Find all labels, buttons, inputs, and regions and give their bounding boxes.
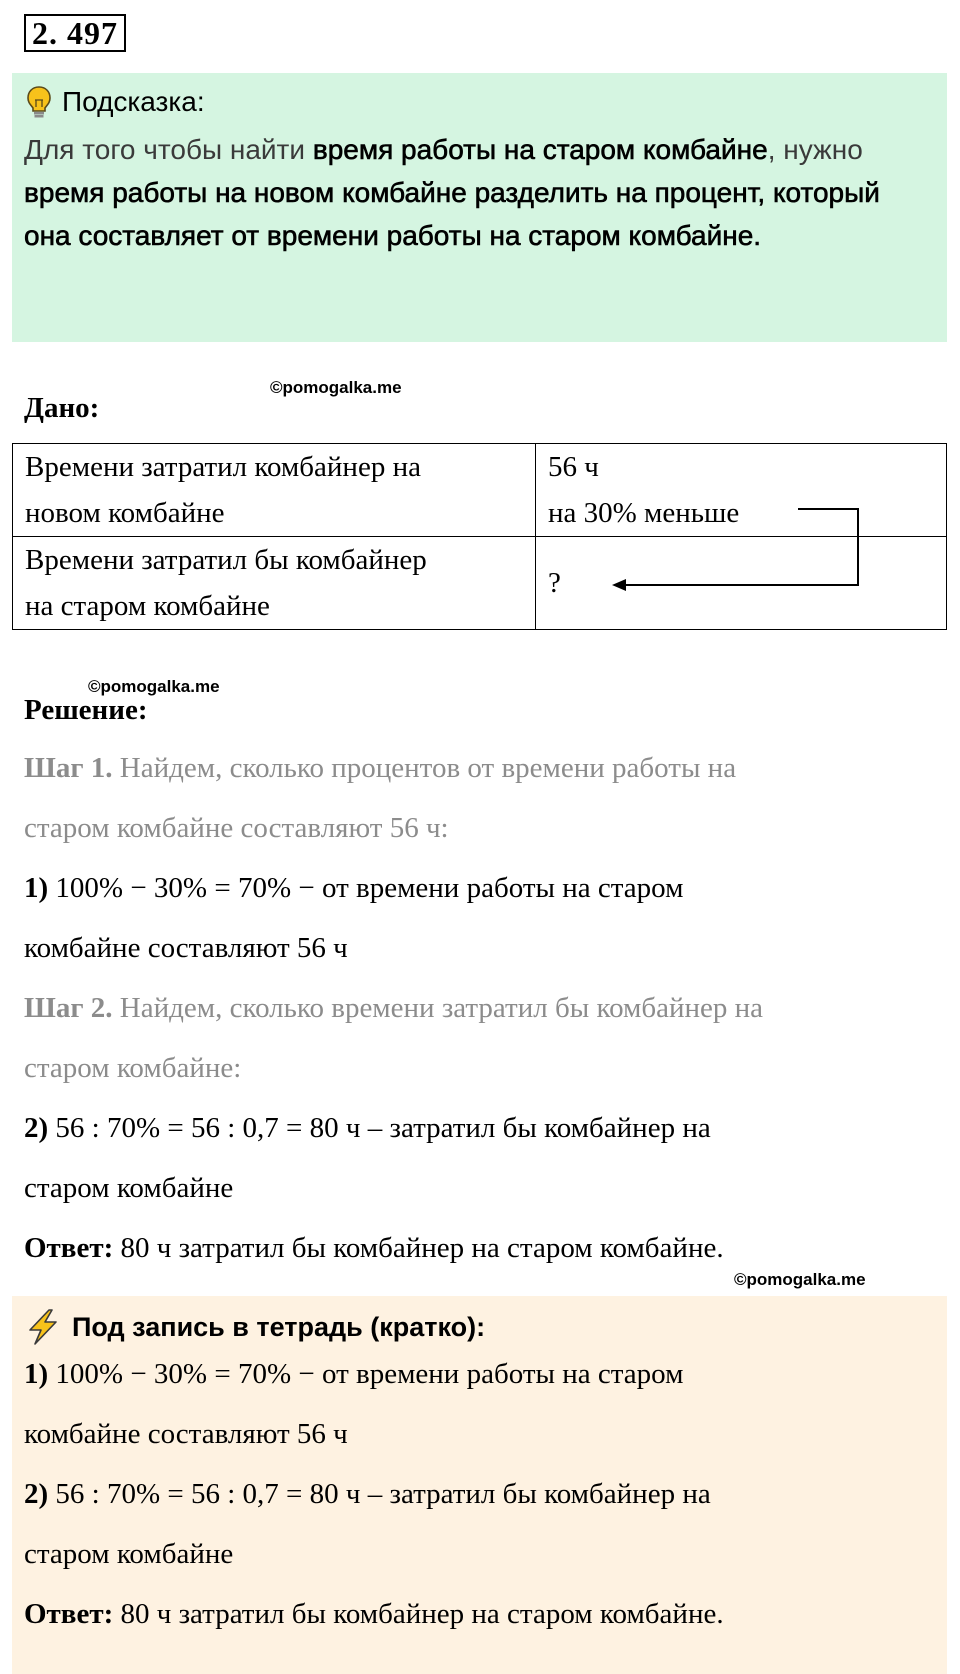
watermark: ©pomogalka.me bbox=[734, 1270, 866, 1289]
calc1-line2: комбайне составляют 56 ч bbox=[24, 932, 348, 964]
hint-title: Подсказка: bbox=[62, 86, 205, 117]
lightning-icon bbox=[24, 1308, 62, 1346]
step2-label: Шаг 2. bbox=[24, 992, 113, 1024]
step1-line2: старом комбайне составляют 56 ч: bbox=[24, 812, 449, 844]
problem-number: 2. 497 bbox=[24, 14, 126, 52]
brief-calc2-line2: старом комбайне bbox=[24, 1538, 234, 1570]
calc2-line2: старом комбайне bbox=[24, 1172, 234, 1204]
lightbulb-icon bbox=[26, 85, 52, 119]
given-name-cell: Времени затратил комбайнер на новом комбайне bbox=[13, 444, 536, 537]
answer-line: Ответ: 80 ч затратил бы комбайнер на старом комбайне. bbox=[24, 1232, 724, 1264]
given-name-cell: Времени затратил бы комбайнер на старом комбайне bbox=[13, 537, 536, 630]
relation-arrow-icon bbox=[600, 500, 870, 600]
watermark: ©pomogalka.me bbox=[88, 677, 220, 696]
brief-header bbox=[24, 1308, 485, 1346]
step2-line2: старом комбайне: bbox=[24, 1052, 242, 1084]
brief-answer-line: Ответ: 80 ч затратил бы комбайнер на старом комбайне. bbox=[24, 1598, 724, 1630]
calc1-line1: 1) 100% − 30% = 70% − от времени работы на старом bbox=[24, 872, 684, 904]
given-value-cell: ? bbox=[536, 537, 947, 630]
solution-label: Решение: bbox=[24, 694, 148, 726]
given-value-cell: 56 ч на 30% меньше bbox=[536, 444, 947, 537]
brief-calc1-line2: комбайне составляют 56 ч bbox=[24, 1418, 348, 1450]
hint-box bbox=[12, 73, 947, 342]
given-label: Дано: bbox=[24, 392, 100, 424]
calc2-line1: 2) 56 : 70% = 56 : 0,7 = 80 ч – затратил бы комбайнер на bbox=[24, 1112, 711, 1144]
hint-text: Для того чтобы найти время работы на старом комбайне, нужно время работы на новом комбайне разделить на процент, который она составляет от времени работы на старом комбайне. bbox=[24, 134, 880, 251]
brief-title: Под запись в тетрадь (кратко): bbox=[72, 1311, 486, 1342]
step1-line1: Шаг 1. Найдем, сколько процентов от времени работы на bbox=[24, 752, 737, 784]
hint-header bbox=[26, 85, 205, 119]
brief-calc2-line1: 2) 56 : 70% = 56 : 0,7 = 80 ч – затратил бы комбайнер на bbox=[24, 1478, 711, 1510]
watermark: ©pomogalka.me bbox=[270, 378, 402, 397]
step2-line1: Шаг 2. Найдем, сколько времени затратил бы комбайнер на bbox=[24, 992, 764, 1024]
step1-label: Шаг 1. bbox=[24, 752, 113, 784]
brief-calc1-line1: 1) 100% − 30% = 70% − от времени работы на старом bbox=[24, 1358, 684, 1390]
